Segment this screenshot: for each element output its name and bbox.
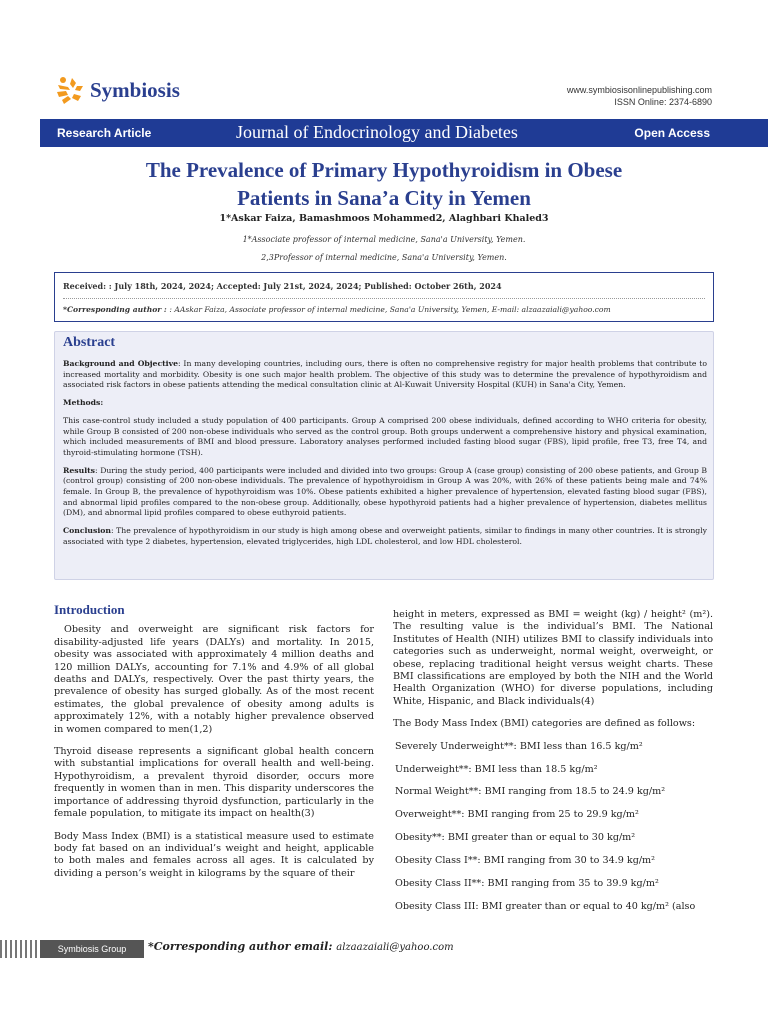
right-column — [393, 609, 713, 924]
site-url[interactable]: www.symbiosisonlinepublishing.com — [566, 85, 712, 95]
bmi-category-item: Obesity Class II**: BMI ranging from 35 to 39.9 kg/m² — [395, 878, 659, 890]
bmi-category-item: Overweight**: BMI ranging from 25 to 29.9 kg/m² — [395, 809, 639, 821]
issn: ISSN Online: 2374-6890 — [614, 97, 712, 107]
article-title — [40, 156, 728, 212]
background-label: Background and Objective — [63, 359, 178, 368]
publisher-logo — [54, 74, 180, 106]
conclusion-text: : The prevalence of hypothyroidism in our study is high among obese and overweight patients, similar to findings in many other countries. It is strongly associated with type 2 diabetes, hypertension, elevated triglycerides, high LDL cholesterol, and low HDL cholesterol. — [63, 526, 707, 546]
site-info — [567, 84, 712, 108]
bmi-category-item: Severely Underweight**: BMI less than 16.5 kg/m² — [395, 740, 643, 752]
methods-label: Methods: — [63, 398, 104, 408]
bmi-category-list — [393, 741, 713, 914]
bmi-category-item: Obesity Class III: BMI greater than or equal to 40 kg/m² (also — [395, 901, 696, 912]
divider — [63, 298, 705, 299]
footer-email-address[interactable]: alzaazaiali@yahoo.com — [336, 942, 454, 953]
corresponding-text: : AAskar Faiza, Associate professor of internal medicine, Sana'a University, Yemen, E-mail: alzaazaiali@yahoo.com — [169, 305, 611, 314]
intro-paragraph-2: Thyroid disease represents a significant global health concern with substantial implications for overall health and well-being. Hypothyroidism, a prevalent thyroid disorder, occurs more frequently in women than in men. This disparity underscores the importance of addressing thyroid dysfunction, particularly in the female population, to mitigate its impact on health(3) — [54, 746, 374, 820]
abstract-heading: Abstract — [63, 335, 116, 350]
bmi-categories-intro: The Body Mass Index (BMI) categories are defined as follows: — [393, 718, 696, 730]
bmi-category-item: Underweight**: BMI less than 18.5 kg/m² — [395, 763, 598, 775]
conclusion-label: Conclusion — [63, 526, 111, 536]
abstract-methods: This case-control study included a study population of 400 participants. Group A comprised 200 obese individuals, defined according to WHO criteria for obesity, while Group B consisted of 200 non-obese individuals who served as the control group. Both groups underwent a comprehensive history and physical examination, which included measurements of BMI and blood pressure. Laboratory analyses performed included fasting blood sugar (FBS), lipid profile, free T3, free T4, and thyroid-stimulating hormone (TSH). — [63, 415, 707, 457]
abstract-methods-label — [63, 398, 707, 409]
article-type: Research Article — [57, 126, 152, 140]
background-text: : In many developing countries, including ours, there is often no comprehensive registry for major health problems that contribute to increased mortality and morbidity. Obesity is one such major health problem. The objective of this study was to determine the prevalence of hypothyroidism and associated risk factors in obese patients attending the medical consultation clinic at Al-Kuwait University Hospital (KUH) in Sana'a City, Yemen. — [63, 359, 707, 390]
abstract-results — [63, 466, 707, 520]
results-text: : During the study period, 400 participants were included and divided into two groups: Group A (case group) consisting of 200 obese patients, and Group B (control group) consisting of 200 non-obese individuals. The prevalence of hypothyroidism in Group A was 20%, with 26% of these patients being male and 74% female. In Group B, the prevalence of hypothyroidism was 10%. Obese patients exhibited a higher prevalence of hypertension, elevated fasting blood sugar (FBS), and abnormal lipid profiles compared to the non-obese group. Additionally, obese hypothyroid patients had a higher prevalence of hypertension, diabetes mellitus (DM), and abnormal lipid profiles compared to obese euthyroid patients. — [63, 465, 707, 518]
bmi-definition-paragraph: height in meters, expressed as BMI = weight (kg) / height² (m²). The resulting value is the individual’s BMI. The National Institutes of Health (NIH) utilizes BMI to classify individuals into categories such as underweight, normal weight, overweight, or obese, replacing traditional height versus weight charts. These BMI classifications are employed by both the NIH and the World Health Organization (WHO) for diverse populations, including White, Hispanic, and Black individuals(4) — [393, 609, 713, 707]
journal-title: Journal of Endocrinology and Diabetes — [236, 122, 518, 142]
intro-paragraph-3: Body Mass Index (BMI) is a statistical measure used to estimate body fat based on an individual’s weight and height, applicable to both males and females across all ages. It is calculated by dividing a person’s weight in kilograms by the square of their — [54, 830, 374, 879]
abstract-conclusion — [63, 526, 707, 547]
corresponding-author — [63, 305, 611, 314]
article-dates-box — [54, 272, 714, 322]
title-line-2: Patients in Sana’a City in Yemen — [237, 186, 531, 210]
footer-publisher: Symbiosis Group — [40, 940, 144, 958]
abstract-box — [54, 331, 714, 580]
abstract-body — [63, 359, 707, 555]
left-column — [54, 604, 374, 890]
title-line-1: The Prevalence of Primary Hypothyroidism in Obese — [145, 158, 623, 182]
bmi-category-item: Obesity**: BMI greater than or equal to 30 kg/m² — [395, 832, 636, 844]
introduction-heading: Introduction — [54, 602, 125, 617]
affiliation-1: 1*Associate professor of internal medicine, Sana'a University, Yemen. — [242, 235, 526, 244]
author-list: 1*Askar Faiza, Bamashmoos Mohammed2, Alaghbari Khaled3 — [219, 213, 549, 224]
corresponding-label: *Corresponding author : — [63, 305, 170, 314]
access-badge: Open Access — [634, 126, 710, 140]
bmi-category-item: Obesity Class I**: BMI ranging from 30 to 34.9 kg/m² — [395, 855, 656, 867]
brand-name: Symbiosis — [90, 77, 180, 102]
footer-corresponding-email — [148, 940, 454, 955]
journal-banner — [40, 119, 768, 147]
bmi-category-item: Normal Weight**: BMI ranging from 18.5 to 24.9 kg/m² — [395, 786, 666, 798]
footer-email-label: *Corresponding author email: — [148, 940, 337, 953]
intro-paragraph-1: Obesity and overweight are significant risk factors for disability-adjusted life years (DALYs) and mortality. In 2015, obesity was associated with approximately 4 million deaths and 120 million DALYs, accounting for 7.1% and 4.9% of all global deaths and DALYs, respectively. Over the past thirty years, the prevalence of obesity has surged globally. As of the most recent estimates, the global prevalence of obesity among adults is approximately 12%, with a notably higher prevalence observed in women compared to men(1,2) — [54, 624, 374, 735]
results-label: Results — [63, 465, 95, 475]
abstract-background — [63, 359, 707, 391]
affiliation-2: 2,3Professor of internal medicine, Sana'a University, Yemen. — [261, 253, 507, 262]
article-dates: Received: : July 18th, 2024, 2024; Accepted: July 21st, 2024, 2024; Published: October 26th, 2024 — [63, 281, 502, 291]
footer-decoration — [0, 940, 40, 958]
symbiosis-logo-icon — [54, 74, 86, 106]
